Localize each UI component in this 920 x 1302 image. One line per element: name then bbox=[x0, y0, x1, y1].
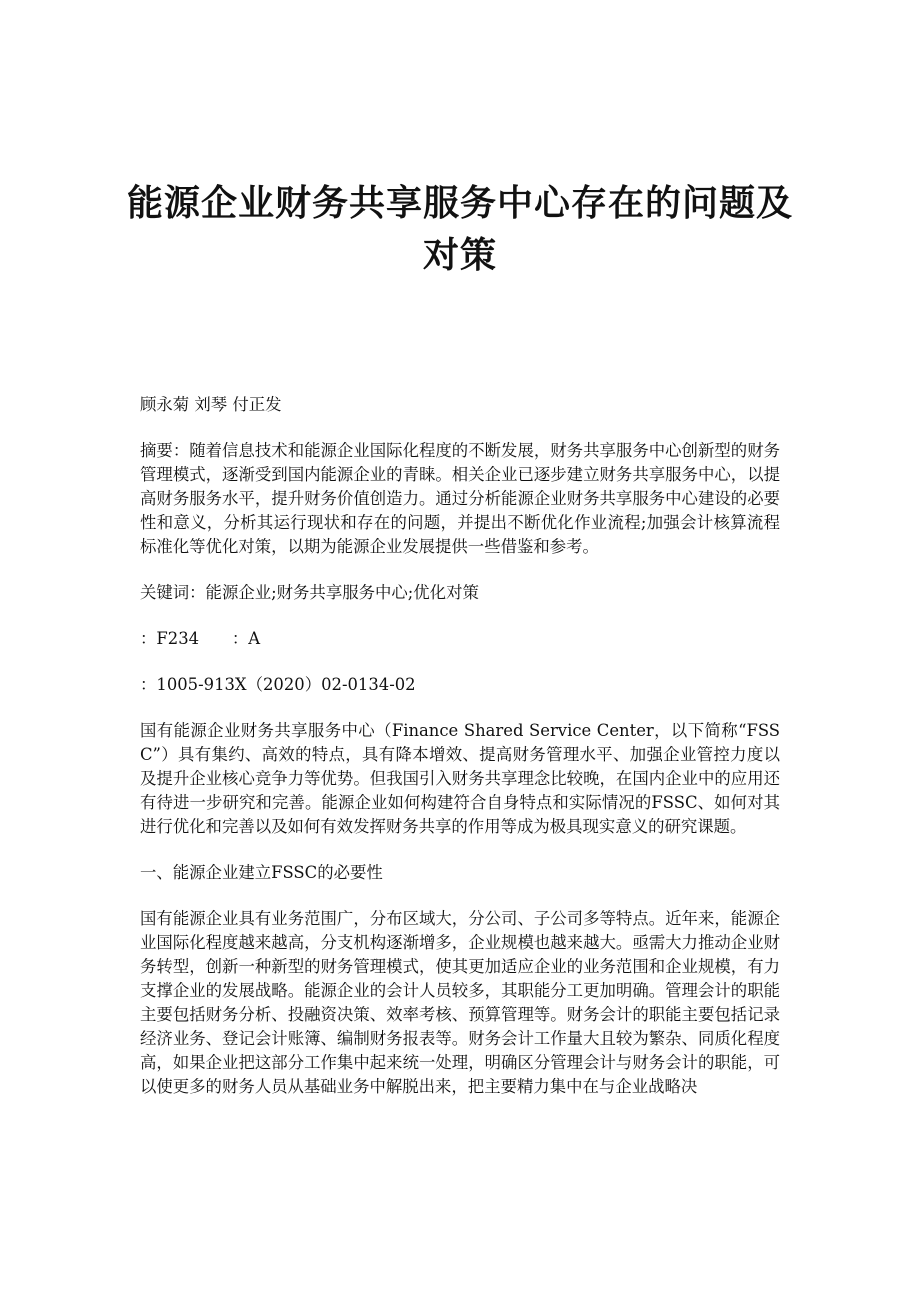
abstract-paragraph: 摘要：随着信息技术和能源企业国际化程度的不断发展，财务共享服务中心创新型的财务管理模式，逐渐受到国内能源企业的青睐。相关企业已逐步建立财务共享服务中心，以提高财务服务水平，提升财务价值创造力。通过分析能源企业财务共享服务中心建设的必要性和意义，分析其运行现状和存在的问题，并提出不断优化作业流程;加强会计核算流程标准化等优化对策，以期为能源企业发展提供一些借鉴和参考。 bbox=[140, 441, 780, 556]
document-title: 能源企业财务共享服务中心存在的问题及对策 bbox=[126, 183, 793, 276]
keywords-line: 关键词：能源企业;财务共享服务中心;优化对策 bbox=[140, 583, 479, 602]
section-heading: 一、能源企业建立FSSC的必要性 bbox=[140, 863, 383, 882]
document-body bbox=[140, 393, 780, 1121]
authors-line: 顾永菊 刘琴 付正发 bbox=[140, 395, 282, 414]
intro-paragraph: 国有能源企业财务共享服务中心（Finance Shared Service Center，以下简称“FSSC”）具有集约、高效的特点，具有降本增效、提高财务管理水平、加强企业管控力度以及提升企业核心竞争力等优势。但我国引入财务共享理念比较晚，在国内企业中的应用还有待进一步研究和完善。能源企业如何构建符合自身特点和实际情况的FSSC、如何对其进行优化和完善以及如何有效发挥财务共享的作用等成为极具现实意义的研究课题。 bbox=[140, 721, 780, 836]
classification-line: ：F234 ：A bbox=[140, 629, 261, 648]
section-body-paragraph: 国有能源企业具有业务范围广，分布区域大，分公司、子公司多等特点。近年来，能源企业国际化程度越来越高，分支机构逐渐增多，企业规模也越来越大。亟需大力推动企业财务转型，创新一种新型的财务管理模式，使其更加适应企业的业务范围和企业规模，有力支撑企业的发展战略。能源企业的会计人员较多，其职能分工更加明确。管理会计的职能主要包括财务分析、投融资决策、效率考核、预算管理等。财务会计的职能主要包括记录经济业务、登记会计账簿、编制财务报表等。财务会计工作量大且较为繁杂、同质化程度高，如果企业把这部分工作集中起来统一处理，明确区分管理会计与财务会计的职能，可以使更多的财务人员从基础业务中解脱出来，把主要精力集中在与企业战略决 bbox=[140, 909, 780, 1096]
article-id-line: ：1005-913X（2020）02-0134-02 bbox=[140, 675, 416, 694]
